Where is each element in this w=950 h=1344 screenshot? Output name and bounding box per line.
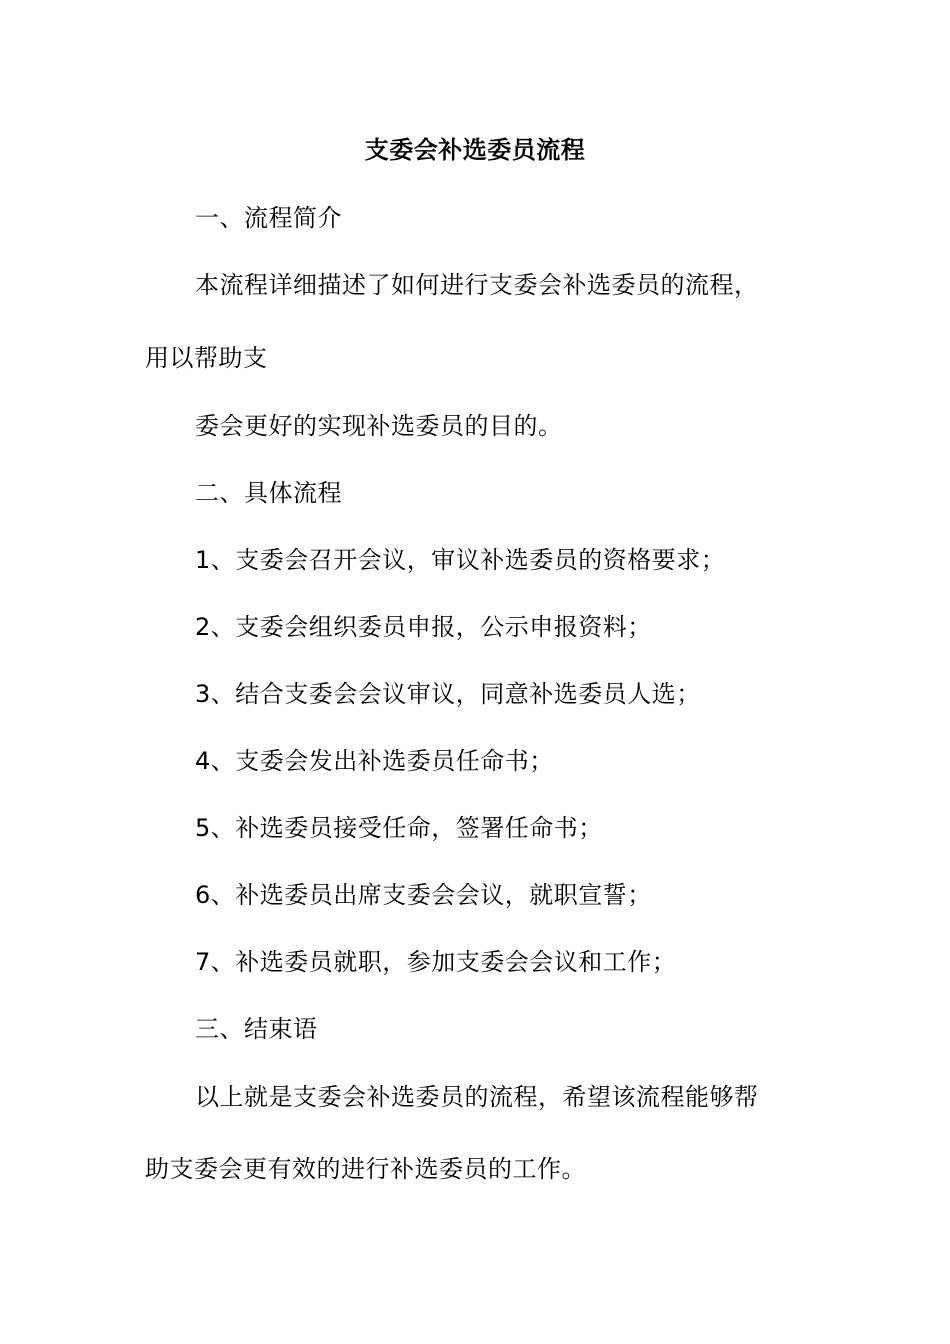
step-item-3: 3、结合支委会会议审议，同意补选委员人选； <box>195 680 701 708</box>
section3-paragraph-line2: 助支委会更有效的进行补选委员的工作。 <box>145 1155 586 1183</box>
section2-heading: 二、具体流程 <box>195 479 342 507</box>
section3-paragraph-line1: 以上就是支委会补选委员的流程，希望该流程能够帮 <box>195 1083 759 1111</box>
section1-paragraph-line3: 委会更好的实现补选委员的目的。 <box>195 412 563 440</box>
section3-heading: 三、结束语 <box>195 1015 318 1043</box>
step-item-6: 6、补选委员出席支委会会议，就职宣誓； <box>195 881 652 909</box>
section1-paragraph-line1: 本流程详细描述了如何进行支委会补选委员的流程， <box>195 271 759 299</box>
document-title: 支委会补选委员流程 <box>364 136 586 164</box>
step-item-1: 1、支委会召开会议，审议补选委员的资格要求； <box>195 546 726 574</box>
step-item-5: 5、补选委员接受任命，签署任命书； <box>195 814 603 842</box>
step-item-2: 2、支委会组织委员申报，公示申报资料； <box>195 613 652 641</box>
section1-heading: 一、流程简介 <box>195 204 342 232</box>
section1-paragraph-line2: 用以帮助支 <box>145 344 268 372</box>
step-item-4: 4、支委会发出补选委员任命书； <box>195 747 554 775</box>
step-item-7: 7、补选委员就职，参加支委会会议和工作； <box>195 948 677 976</box>
